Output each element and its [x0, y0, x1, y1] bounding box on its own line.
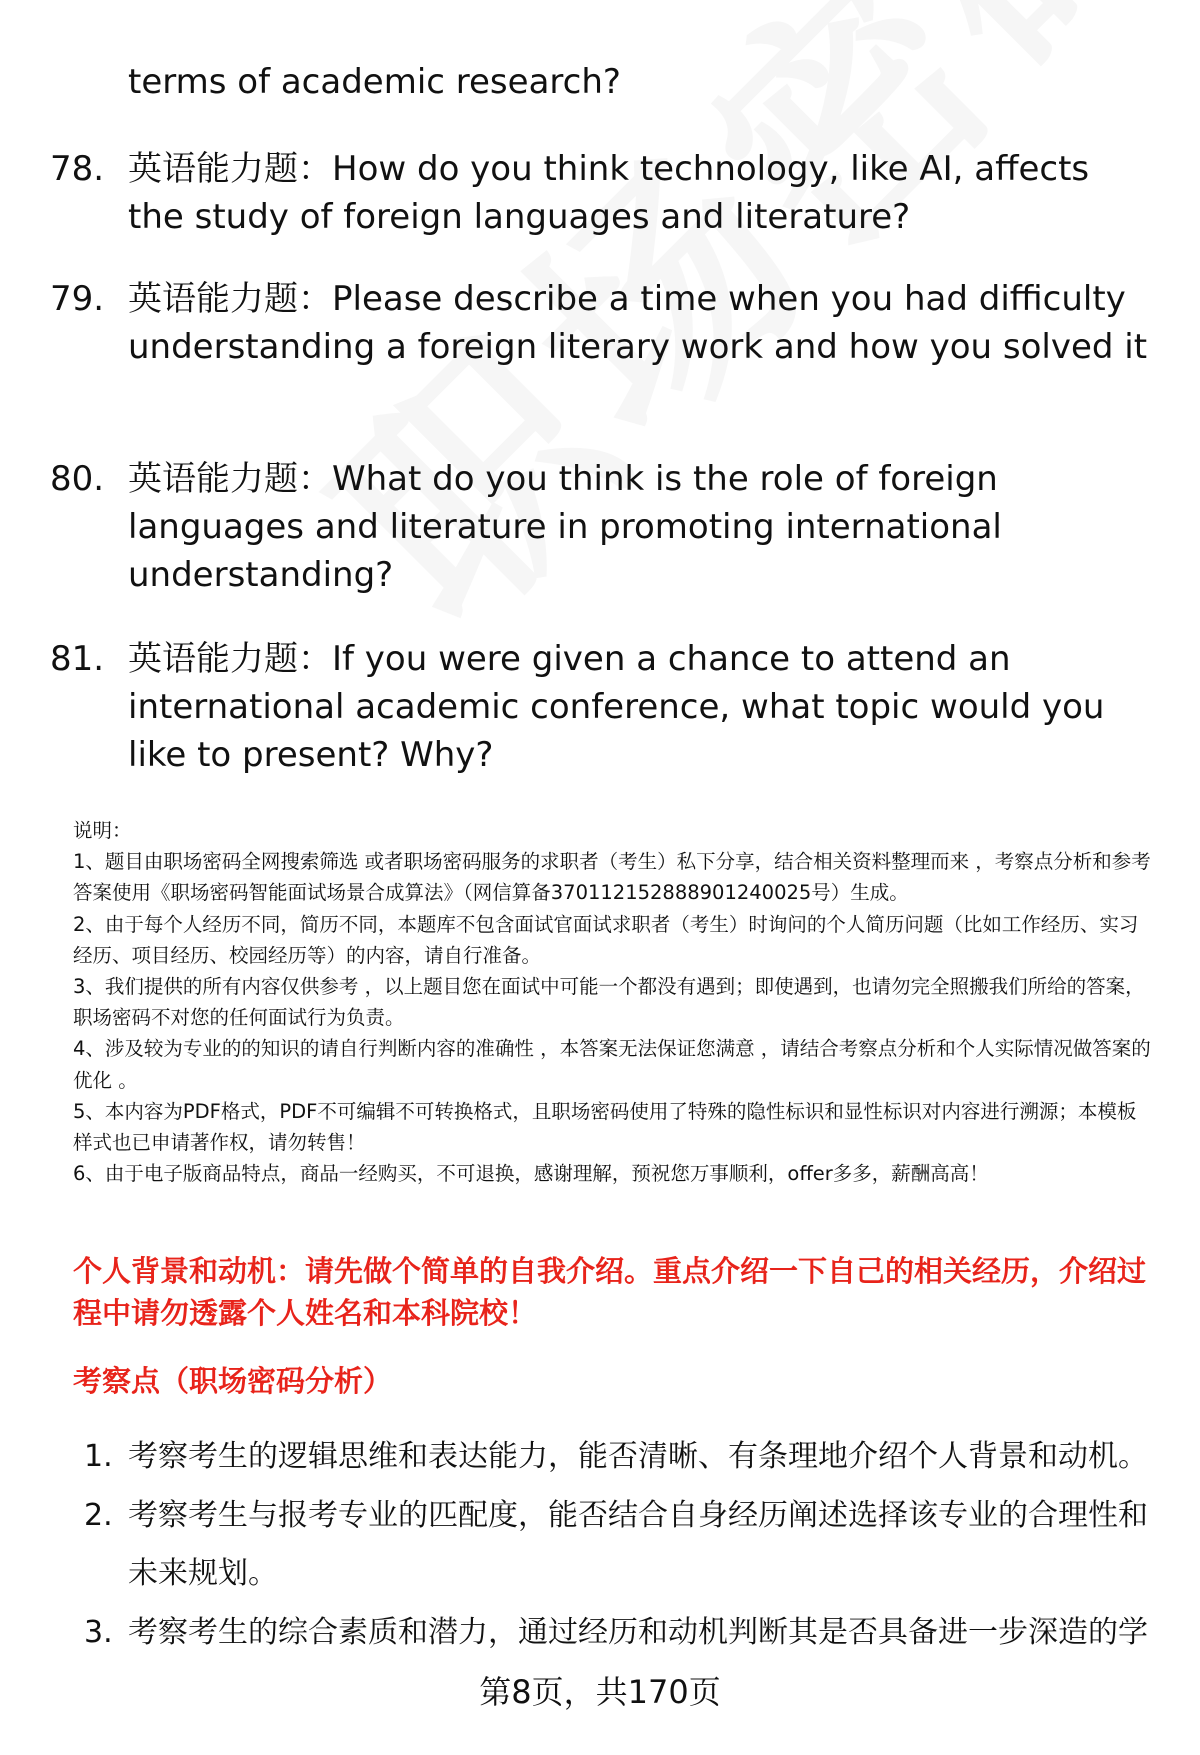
question-item-80: [50, 455, 1155, 599]
point-number: 2.: [84, 1498, 113, 1533]
notes-block: [73, 815, 1153, 1189]
point-text: 考察考生的综合素质和潜力，通过经历和动机判断其是否具备进一步深造的学: [128, 1615, 1148, 1650]
point-text: 考察考生与报考专业的匹配度，能否结合自身经历阐述选择该专业的合理性和未来规划。: [128, 1498, 1148, 1591]
analysis-point: [80, 1604, 1170, 1662]
note-item: 2、由于每个人经历不同，简历不同，本题库不包含面试官面试求职者（考生）时询问的个人简历问题（比如工作经历、实习经历、项目经历、校园经历等）的内容，请自行准备。: [73, 912, 1139, 967]
point-number: 3.: [84, 1615, 113, 1650]
question-tag: 英语能力题：: [128, 279, 332, 319]
page-footer: 第8页，共170页: [479, 1673, 721, 1711]
question-number: 81.: [50, 639, 105, 679]
question-item-78: [50, 145, 1155, 241]
question-tag: 英语能力题：: [128, 149, 332, 189]
question-text: 英语能力题：How do you think technology, like AI, affects the study of foreign languages and literature?: [128, 149, 1090, 237]
question-tag: 英语能力题：: [128, 639, 332, 679]
note-item: 5、本内容为PDF格式，PDF不可编辑不可转换格式，且职场密码使用了特殊的隐性标识和显性标识对内容进行溯源；本模板样式也已申请著作权，请勿转售！: [73, 1099, 1137, 1155]
analysis-point: [80, 1487, 1170, 1603]
question-number: 78.: [50, 149, 105, 189]
note-item: 3、我们提供的所有内容仅供参考 ，以上题目您在面试中可能一个都没有遇到；即使遇到，也请勿完全照搬我们所给的答案，职场密码不对您的任何面试行为负责。: [73, 975, 1145, 1030]
analysis-point: [80, 1428, 1170, 1486]
question-item-79: [50, 275, 1155, 371]
section-title: 个人背景和动机：请先做个简单的自我介绍。重点介绍一下自己的相关经历，介绍过程中请勿透露个人姓名和本科院校！: [73, 1254, 1147, 1330]
question-text: 英语能力题：What do you think is the role of foreign languages and literature in promoting international understanding?: [128, 459, 1002, 595]
question-text: 英语能力题：If you were given a chance to attend an international academic conference, what topic would you like to present? Why?: [128, 639, 1105, 775]
question-tag: 英语能力题：: [128, 459, 332, 499]
question-continuation: [50, 58, 1155, 106]
question-text: 英语能力题：Please describe a time when you had difficulty understanding a foreign literary work and how you solved it: [128, 279, 1148, 367]
point-number: 1.: [84, 1439, 113, 1474]
question-number: 80.: [50, 459, 105, 499]
note-item: 1、题目由职场密码全网搜索筛选 或者职场密码服务的求职者（考生）私下分享，结合相关资料整理而来 ，考察点分析和参考答案使用《职场密码智能面试场景合成算法》（网信算备370112152888901240025号）生成。: [73, 850, 1151, 905]
note-item: 4、涉及较为专业的的知识的请自行判断内容的准确性 ，本答案无法保证您满意 ，请结合考察点分析和个人实际情况做答案的优化 。: [73, 1037, 1151, 1092]
note-item: 6、由于电子版商品特点，商品一经购买，不可退换，感谢理解，预祝您万事顺利，offer多多，薪酬高高！: [73, 1162, 989, 1186]
section-subtitle: 考察点（职场密码分析）: [73, 1364, 393, 1398]
question-text: terms of academic research?: [128, 62, 621, 102]
question-number: 79.: [50, 279, 105, 319]
notes-heading: 说明：: [73, 819, 132, 842]
point-text: 考察考生的逻辑思维和表达能力，能否清晰、有条理地介绍个人背景和动机。: [128, 1439, 1148, 1474]
question-item-81: [50, 635, 1155, 779]
